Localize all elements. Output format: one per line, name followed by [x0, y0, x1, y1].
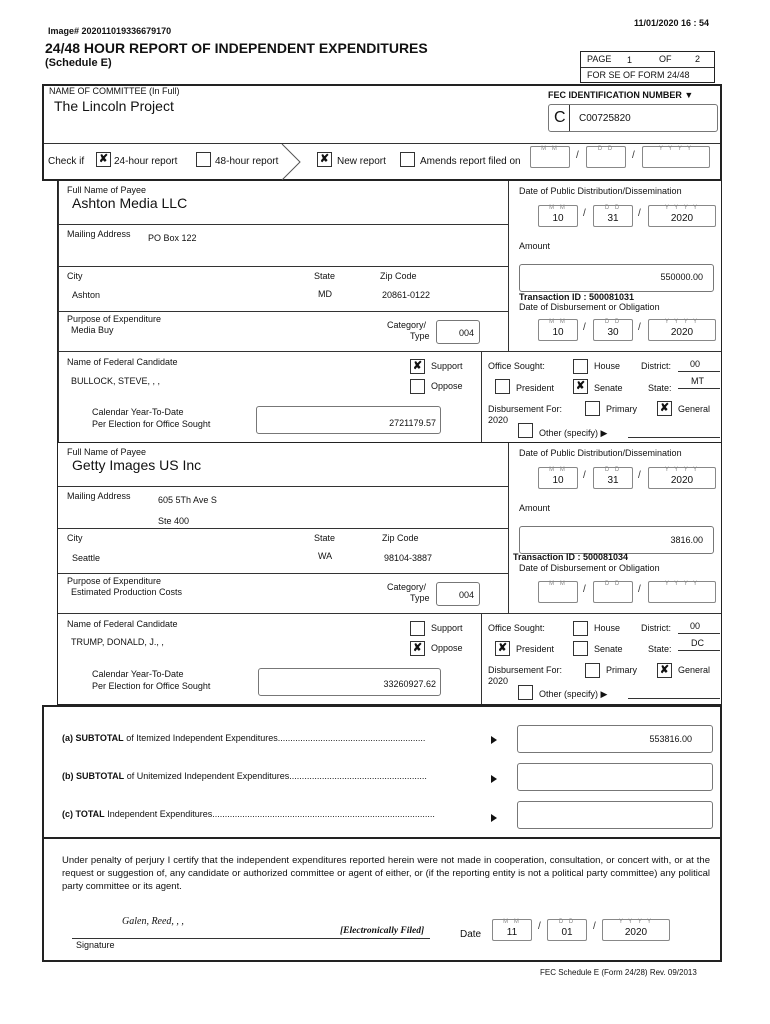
- purpose: Media Buy: [71, 325, 114, 335]
- address-label: Mailing Address: [67, 229, 131, 239]
- president-checkbox[interactable]: ✘: [495, 641, 510, 656]
- general-checkbox[interactable]: ✘: [657, 401, 672, 416]
- other-label: Other (specify) ▶: [539, 689, 608, 699]
- category-label: Category/: [387, 582, 427, 592]
- state-label: State: [314, 271, 336, 281]
- state-sought-label: State:: [648, 644, 672, 654]
- page-number: 1: [627, 55, 633, 65]
- district-label: District:: [641, 623, 671, 633]
- city-label: City: [67, 533, 83, 543]
- house-checkbox[interactable]: [573, 621, 588, 636]
- district: 00: [690, 621, 701, 631]
- transaction-id: Transaction ID : 500081034: [513, 552, 629, 562]
- totals-section: [42, 705, 722, 839]
- for-se-form: FOR SE OF FORM 24/48: [587, 70, 690, 80]
- senate-label: Senate: [594, 383, 623, 393]
- state-sought-label: State:: [648, 383, 672, 393]
- general-label: General: [678, 404, 711, 414]
- general-checkbox[interactable]: ✘: [657, 663, 672, 678]
- committee-name: The Lincoln Project: [54, 98, 174, 114]
- type-label: Type: [410, 331, 430, 341]
- total-field: [517, 801, 713, 829]
- new-report-label: New report: [337, 156, 386, 167]
- primary-checkbox[interactable]: [585, 401, 600, 416]
- signer-name: Galen, Reed, , ,: [122, 916, 184, 927]
- public-date-yyyy: Y Y Y Y 2020: [648, 205, 716, 227]
- other-checkbox[interactable]: [518, 685, 533, 700]
- senate-label: Senate: [594, 644, 623, 654]
- amount-field: [519, 526, 714, 554]
- support-label: Support: [431, 361, 463, 371]
- subtotal-itemized-value: 553816.00: [649, 734, 692, 744]
- amount: 3816.00: [670, 535, 703, 545]
- category-field: [436, 582, 480, 606]
- election-year: 2020: [488, 415, 509, 425]
- primary-label: Primary: [606, 665, 637, 675]
- total-label: (c) TOTAL Independent Expenditures.........................................................................................: [62, 809, 435, 819]
- type-label: Type: [410, 593, 430, 603]
- primary-label: Primary: [606, 404, 637, 414]
- check-if-label: Check if: [48, 156, 85, 167]
- chevron-divider-icon: [280, 144, 302, 180]
- page-label: PAGE: [587, 54, 612, 64]
- district: 00: [690, 359, 701, 369]
- disbursement-date-mm: M M 10: [538, 319, 578, 341]
- arrow-icon: [491, 814, 497, 822]
- disbursement-date-dd: D D 30: [593, 319, 633, 341]
- fec-id-label: FEC IDENTIFICATION NUMBER ▼: [548, 90, 694, 100]
- ytd-label-1: Calendar Year-To-Date: [92, 407, 184, 417]
- disbursement-date-mm: M M: [538, 581, 578, 603]
- oppose-label: Oppose: [431, 381, 463, 391]
- state-label: State: [314, 533, 336, 543]
- signature-label: Signature: [76, 940, 115, 950]
- payee-label: Full Name of Payee: [67, 447, 147, 457]
- 48-hour-label: 48-hour report: [215, 156, 279, 167]
- transaction-id: Transaction ID : 500081031: [519, 292, 635, 302]
- candidate-name: TRUMP, DONALD, J., ,: [71, 637, 164, 647]
- senate-checkbox[interactable]: ✘: [573, 379, 588, 394]
- form-subtitle: (Schedule E): [45, 57, 112, 69]
- amount-field: [519, 264, 714, 292]
- amends-checkbox[interactable]: [400, 152, 415, 167]
- amount-label: Amount: [519, 241, 551, 251]
- oppose-checkbox[interactable]: ✘: [410, 641, 425, 656]
- subtotal-unitemized-field: [517, 763, 713, 791]
- ytd-label-2: Per Election for Office Sought: [92, 419, 211, 429]
- city: Seattle: [72, 553, 101, 563]
- amount: 550000.00: [660, 272, 703, 282]
- entry-1: Full Name of Payee Ashton Media LLC Mailing Address PO Box 122 City State Zip Code Ashton MD 20861-0122 Purpose of Expenditure Media Buy Category/ Type 004 Name of Federal Candidate BULLOCK, STEVE, , , ✘ Support Oppose Calendar Year-To-Date Per Election for Office Sought 2721179.57 Date of Public Distribution/Dissemination M M 10 / D D 31 / Y Y Y Y 2020 Amount 550000.00 Transaction ID : 500081031 Date of Disbursement or Obligation M M 10 / D D 30 / Y Y Y Y 2020 Office Sought: House District: 00 President ✘ Senate State: MT Disbursement For: 2020 Primary ✘ General Other (specify) ▶: [57, 181, 722, 443]
- signature-date-yyyy: Y Y Y Y 2020: [602, 919, 670, 941]
- fec-id-field: [548, 104, 718, 132]
- oppose-checkbox[interactable]: [410, 379, 425, 394]
- primary-checkbox[interactable]: [585, 663, 600, 678]
- certification-text: Under penalty of perjury I certify that the independent expenditures reported herein were not made in cooperation, consultation, or concert with, or at the request or suggestion of, any candidate or authorized committee or agent of either, or (if the reporting entity is not a political party committee) any political party committee or its agent.: [62, 855, 710, 892]
- house-label: House: [594, 361, 621, 371]
- page-total: 2: [695, 54, 701, 64]
- payee-name: Ashton Media LLC: [72, 195, 188, 211]
- oppose-label: Oppose: [431, 643, 463, 653]
- zip-label: Zip Code: [382, 533, 419, 543]
- 24-hour-checkbox[interactable]: ✘: [96, 152, 111, 167]
- ytd-field: [258, 668, 441, 696]
- disbursement-date-label: Date of Disbursement or Obligation: [519, 302, 660, 312]
- fec-id: C00725820: [579, 113, 631, 124]
- disbursement-date-yyyy: Y Y Y Y 2020: [648, 319, 716, 341]
- fec-id-prefix: C: [554, 109, 566, 126]
- committee-name-label: NAME OF COMMITTEE (In Full): [49, 86, 180, 96]
- purpose: Estimated Production Costs: [71, 587, 183, 597]
- state: WA: [318, 551, 333, 561]
- public-date-dd: D D 31: [593, 467, 633, 489]
- committee-section: NAME OF COMMITTEE (In Full) The Lincoln Project FEC IDENTIFICATION NUMBER ▼ C C00725820 Check if ✘ 24-hour report 48-hour report ✘ New report Amends report filed on M M / D D / Y Y Y Y: [42, 84, 722, 181]
- disbursement-date-label: Date of Disbursement or Obligation: [519, 563, 660, 573]
- entry-2: Full Name of Payee Getty Images US Inc Mailing Address 605 5Th Ave S Ste 400 City State Zip Code Seattle WA 98104-3887 Purpose of Expenditure Estimated Production Costs Category/ Type 004 Name of Federal Candidate TRUMP, DONALD, J., , Support ✘ Oppose Calendar Year-To-Date Per Election for Office Sought 33260927.62 Date of Public Distribution/Dissemination M M 10 / D D 31 / Y Y Y Y 2020 Amount 3816.00 Transaction ID : 500081034 Date of Disbursement or Obligation M M / D D / Y Y Y Y Office Sought: House District: 00 ✘ President Senate State: DC Disbursement For: 2020 Primary ✘ General Other (specify) ▶: [57, 443, 722, 705]
- page-box: [580, 51, 715, 83]
- zip: 98104-3887: [384, 553, 433, 563]
- amends-date-mm[interactable]: M M: [530, 146, 570, 168]
- candidate-label: Name of Federal Candidate: [67, 357, 178, 367]
- candidate-label: Name of Federal Candidate: [67, 619, 178, 629]
- category-value: 004: [459, 590, 475, 600]
- timestamp: 11/01/2020 16 : 54: [634, 18, 710, 28]
- arrow-icon: [491, 736, 497, 744]
- public-date-dd: D D 31: [593, 205, 633, 227]
- zip: 20861-0122: [382, 290, 431, 300]
- office-sought-label: Office Sought:: [488, 623, 545, 633]
- amends-label: Amends report filed on: [420, 156, 521, 167]
- arrow-icon: [491, 775, 497, 783]
- category-field: [436, 320, 480, 344]
- president-label: President: [516, 383, 555, 393]
- category-value: 004: [459, 328, 475, 338]
- general-label: General: [678, 665, 711, 675]
- state-sought: MT: [691, 376, 704, 386]
- signature-date-dd: D D 01: [547, 919, 587, 941]
- disbursement-for-label: Disbursement For:: [488, 665, 563, 675]
- president-label: President: [516, 644, 555, 654]
- public-date-label: Date of Public Distribution/Dissemination: [519, 448, 682, 458]
- candidate-name: BULLOCK, STEVE, , ,: [71, 376, 161, 386]
- ytd-field: [256, 406, 441, 434]
- ytd-amount: 33260927.62: [383, 679, 436, 689]
- disbursement-date-yyyy: Y Y Y Y: [648, 581, 716, 603]
- payee-label: Full Name of Payee: [67, 185, 147, 195]
- district-label: District:: [641, 361, 671, 371]
- city: Ashton: [72, 290, 101, 300]
- president-checkbox[interactable]: [495, 379, 510, 394]
- public-date-label: Date of Public Distribution/Dissemination: [519, 186, 682, 196]
- ytd-amount: 2721179.57: [389, 418, 436, 428]
- new-report-checkbox[interactable]: ✘: [317, 152, 332, 167]
- address-line-2: Ste 400: [158, 516, 190, 526]
- office-sought-label: Office Sought:: [488, 361, 545, 371]
- address-line-1: PO Box 122: [148, 233, 197, 243]
- state-sought: DC: [691, 638, 704, 648]
- support-label: Support: [431, 623, 463, 633]
- address-label: Mailing Address: [67, 491, 131, 501]
- public-date-yyyy: Y Y Y Y 2020: [648, 467, 716, 489]
- other-checkbox[interactable]: [518, 423, 533, 438]
- certification-section: Under penalty of perjury I certify that the independent expenditures reported herein were not made in cooperation, consultation, or concert with, or at the request or suggestion of, any candidate or authorized committee or agent of either, or (if the reporting entity is not a political party committee) any political party committee or its agent. Galen, Reed, , , [Electronically Filed] Signature Date M M 11 / D D 01 / Y Y Y Y 2020: [42, 839, 722, 962]
- public-date-mm: M M 10: [538, 205, 578, 227]
- support-checkbox[interactable]: [410, 621, 425, 636]
- election-year: 2020: [488, 676, 509, 686]
- address-line-1: 605 5Th Ave S: [158, 495, 217, 505]
- 48-hour-checkbox[interactable]: [196, 152, 211, 167]
- of-label: OF: [659, 54, 672, 64]
- amends-date-dd[interactable]: D D: [586, 146, 626, 168]
- form-title: 24/48 HOUR REPORT OF INDEPENDENT EXPENDITURES: [45, 40, 428, 56]
- ytd-label-2: Per Election for Office Sought: [92, 681, 211, 691]
- 24-hour-label: 24-hour report: [114, 156, 178, 167]
- image-id: Image# 202011019336679170: [48, 26, 172, 36]
- subtotal-unitemized-label: (b) SUBTOTAL of Unitemized Independent Expenditures.......................................................: [62, 771, 427, 781]
- house-label: House: [594, 623, 621, 633]
- disbursement-date-dd: D D: [593, 581, 633, 603]
- signature-date-mm: M M 11: [492, 919, 532, 941]
- zip-label: Zip Code: [380, 271, 417, 281]
- other-label: Other (specify) ▶: [539, 428, 608, 438]
- purpose-label: Purpose of Expenditure: [67, 576, 162, 586]
- amount-label: Amount: [519, 503, 551, 513]
- public-date-mm: M M 10: [538, 467, 578, 489]
- support-checkbox[interactable]: ✘: [410, 359, 425, 374]
- amends-date-yyyy[interactable]: Y Y Y Y: [642, 146, 710, 168]
- payee-name: Getty Images US Inc: [72, 457, 202, 473]
- subtotal-itemized-field: [517, 725, 713, 753]
- purpose-label: Purpose of Expenditure: [67, 314, 162, 324]
- category-label: Category/: [387, 320, 427, 330]
- disbursement-for-label: Disbursement For:: [488, 404, 563, 414]
- senate-checkbox[interactable]: [573, 641, 588, 656]
- ytd-label-1: Calendar Year-To-Date: [92, 669, 184, 679]
- form-footer: FEC Schedule E (Form 24/28) Rev. 09/2013: [540, 968, 697, 977]
- house-checkbox[interactable]: [573, 359, 588, 374]
- electronically-filed: [Electronically Filed]: [340, 926, 425, 936]
- date-label: Date: [460, 929, 482, 940]
- city-label: City: [67, 271, 83, 281]
- subtotal-itemized-label: (a) SUBTOTAL of Itemized Independent Expenditures...........................................................: [62, 733, 426, 743]
- state: MD: [318, 289, 332, 299]
